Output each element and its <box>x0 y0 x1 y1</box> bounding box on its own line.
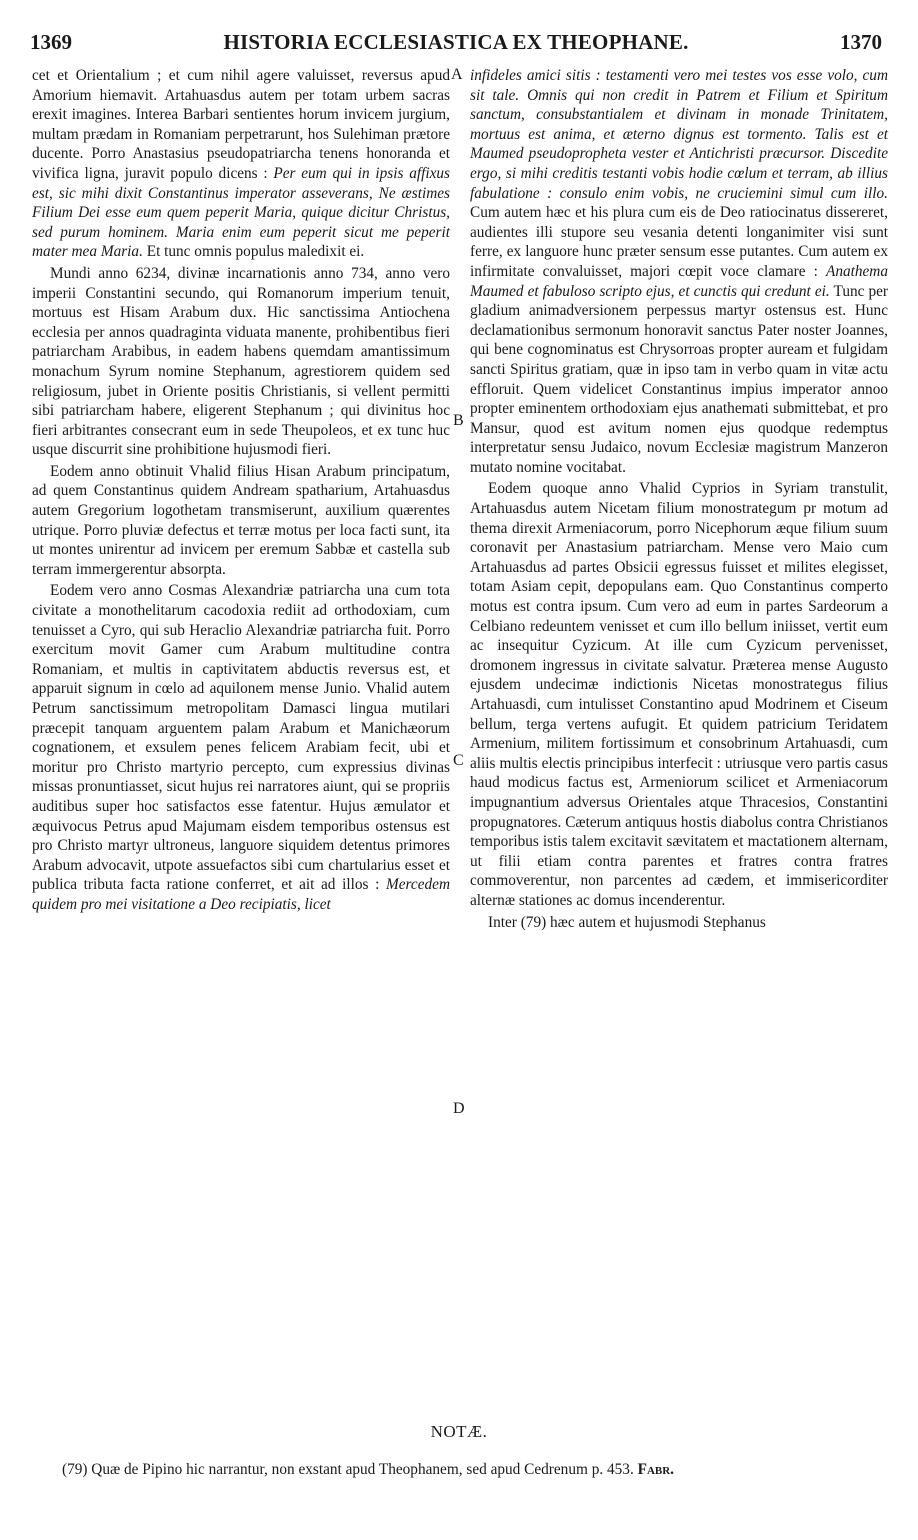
right-column <box>470 66 888 932</box>
quotation: Mercedem quidem pro mei visitatione a Deo recipiatis, licet <box>32 876 450 913</box>
quotation: Anathema Maumed et fabuloso scripto ejus, et cunctis qui credunt ei. <box>470 262 888 300</box>
quotation: infideles amici sitis : testamenti vero mei testes vos esse volo, cum sit tale. Omnis qui non credit in Patrem et Filium et Spiritum sanctum, consubstantialem et divinam in monade Trinitatem, mortuus est anima, et æterno dignus est tormento. Talis est et Maumed pseudopropheta vester et Antichristi præcursor. Discedite ergo, si mihi creditis testanti vobis hodie cœlum et terram, ab illius fabulatione : consulo enim vobis, ne cruciemini simul cum illo. <box>470 67 888 202</box>
left-paragraph-1: cet et Orientalium ; et cum nihil agere valuisset, reversus apud Amorium hiemavit. Artahuasdus autem per totam urbem sacras erexit imagines. Interea Barbari sentientes horum invicem jurgium, multam prædam in Romaniam perpetrarunt, hos Sulehiman prætore ducente. Porro Anastasius pseudopatriarcha tenens honoranda et vivifica ligna, juravit populo dicens : Per eum qui in ipsis affixus est, sic mihi dixit Constantinus imperator asseverans, Ne æstimes Filium Dei esse eum quem peperit Maria, quique dicitur Christus, sed purum hominem. Maria enim eum peperit sicut me peperit mater mea Maria. Et tunc omnis populus maledixit ei. <box>32 67 450 261</box>
left-paragraph-4: Eodem vero anno Cosmas Alexandriæ patriarcha una cum tota civitate a monothelitarum cacodoxia rediit ad orthodoxiam, cum tenuisset a Cyro, qui sub Heraclio Alexandriæ patriarcha fuit. Porro exercitum movit Gamer cum Arabum multitudine contra Romaniam, et multis in captivitatem abductis reversus est, et apparuit signum in cœlo ad aquilonem mense Junio. Vhalid autem Petrum sanctissimum metropolitam Damasci lingua mutilari præcepit tanquam arguentem palam Arabum et Manichæorum cognationem, et exsulem penes felicem Arabiam fecit, ubi et moritur pro Christo martyrio percepto, cum expressius divinas missas pronuntiasset, sicut hujus rei narratores aiunt, qui se propriis auditibus super hoc satisfactos esse fatentur. Hujus æmulator et æquivocus Petrus apud Majumam eisdem temporibus ostensus est pro Christo martyr ultroneus, languore siquidem detentus primores Arabum advocavit, utpote assuefactos sibi cum chartularius esset et publica tributa facta ratione conferret, et ait ad illos : Mercedem quidem pro mei visitatione a Deo recipiatis, licet <box>32 582 450 913</box>
right-paragraph-1: infideles amici sitis : testamenti vero mei testes vos esse volo, cum sit tale. Omnis qui non credit in Patrem et Filium et Spiritum sanctum, consubstantialem et divinam in monade Trinitatem, mortuus est anima, et æterno dignus est tormento. Talis est et Maumed pseudopropheta vester et Antichristi præcursor. Discedite ergo, si mihi creditis testanti vobis hodie cœlum et terram, ab illius fabulatione : consulo enim vobis, ne cruciemini simul cum illo. Cum autem hæc et his plura cum eis de Deo ratiocinatus dissereret, audientes illi stupore seu vesania detenti longanimiter visi sunt ferre, ex languore hunc præter sensum esse putantes. Cum autem ex infirmitate convaluisset, majori cœpit voce clamare : Anathema Maumed et fabuloso scripto ejus, et cunctis qui credunt ei. Tunc per gladium animadversionem perpessus martyr ostensus est. Hunc declamationibus sermonum honoravit sanctus Pater noster Joannes, qui bene cognominatus est Chrysorroas propter auream et fulgidam sancti Spiritus gratiam, quæ in ipso tam in verbo quam in vitæ actu effloruit. Quem videlicet Constantinus impius imperator annoo propter eminentem orthodoxiam ejus anathemati submittebat, et pro Mansur, quod est avitum nomen ejus quodque redemptus interpretatur sensu Judaico, novum Ecclesiæ magistrum Manzeron mutato nomine vocitabat. <box>470 67 889 476</box>
page-header <box>30 30 882 62</box>
margin-mark-c: C <box>453 752 464 769</box>
left-paragraph-3: Eodem anno obtinuit Vhalid filius Hisan Arabum principatum, ad quem Constantinus quidem Andream spatharium, Artahuasdus autem Gregorium logothetam transmiserunt, auxilium quærentes utrique. Porro pluviæ defectus et terræ motus per loca facti sunt, ita ut montes unirentur ad invicem per eremum Sabbæ et castella sub terram immergerentur absorpta. <box>32 462 450 578</box>
page-number-left: 1369 <box>30 30 72 54</box>
right-paragraph-3: Inter (79) hæc autem et hujusmodi Stephanus <box>488 913 766 931</box>
running-title: HISTORIA ECCLESIASTICA EX THEOPHANE. <box>223 30 689 54</box>
footnote: (79) Quæ de Pipino hic narrantur, non exstant apud Theophanem, sed apud Cedrenum p. 453. Fabr. <box>62 1461 674 1478</box>
margin-mark-d: D <box>453 1100 465 1117</box>
footnote-author: Fabr. <box>637 1461 674 1478</box>
margin-mark-b: B <box>453 412 464 429</box>
left-column <box>32 66 450 915</box>
right-paragraph-2: Eodem quoque anno Vhalid Cyprios in Syriam transtulit, Artahuasdus autem Nicetam filium monostrategum pr motum ad thema direxit Armeniacorum, porro Nicephorum æque filium suum coronavit per Anastasium patriarcham. Mense vero Maio cum Artahuasdus ad partes Obsicii egressus fuisset et milites elegisset, totam Asiam cepit, depopulans eam. Quo Constantinus comperto motus est contra ipsum. Cum vero ad eum in partes Sardeorum a Celbiano redeuntem venisset et cum illo bellum iniisset, vertit eum ac insequitur Cyzicum. At ille cum Cyzicum pervenisset, dromonem ingressus in civitate salvatur. Præterea mense Augusto ejusdem undecimæ indictionis Nicetas monostrategus filius Artahuasdi, cum intulisset Constantino apud Modrinem et Ciseum bellum, terga vertens aufugit. Et quidem patricium Teridatem Armenium, militem fortissimum et consobrinum Artahuasdi, cum aliis multis electis principibus interfecit : utriusque vero partis casus haud modicus factus est, Armeniorum scilicet et Armeniacorum impugnantium adversus Orientales atque Thracesios, Constantini propugnatores. Cæterum antiquus hostis diabolus contra Christianos temporibus istis talem excitavit sævitatem et mactationem alternam, ut filii etiam contra parentes et fratres contra fratres commoverentur, non parcentes ad cædem, et immisericorditer alternæ stationes ac domus incenderentur. <box>470 480 888 909</box>
margin-mark-a: A <box>451 66 463 83</box>
notes-heading: NOTÆ. <box>430 1422 488 1441</box>
page-number-right: 1370 <box>840 30 882 54</box>
quotation: Per eum qui in ipsis affixus est, sic mihi dixit Constantinus imperator asseverans, Ne æstimes Filium Dei esse eum quem peperit Maria, quique dicitur Christus, sed purum hominem. Maria enim eum peperit sicut me peperit mater mea Maria. <box>32 164 450 261</box>
left-paragraph-2: Mundi anno 6234, divinæ incarnationis anno 734, anno vero imperii Constantini secundo, qui Romanorum imperium tenuit, mortuus est Hisam Arabum dux. Hic sanctissima Antiochena ecclesia per annos quadraginta viduata manente, prohibentibus fieri patriarcham Arabibus, in eadem habens quemdam amantissimum monachum Syrum nomine Stephanum, agrestiorem quidem sed religiosum, jubet in Oriente positis Christianis, si vellent permitti sibi patriarcham habere, eligerent Stephanum ; qui divinitus hoc fieri arbitrantes consecrant eum in sede Theupoleos, et ex tunc huc usque discurrit sine prohibitione hujusmodi fieri. <box>32 264 450 459</box>
